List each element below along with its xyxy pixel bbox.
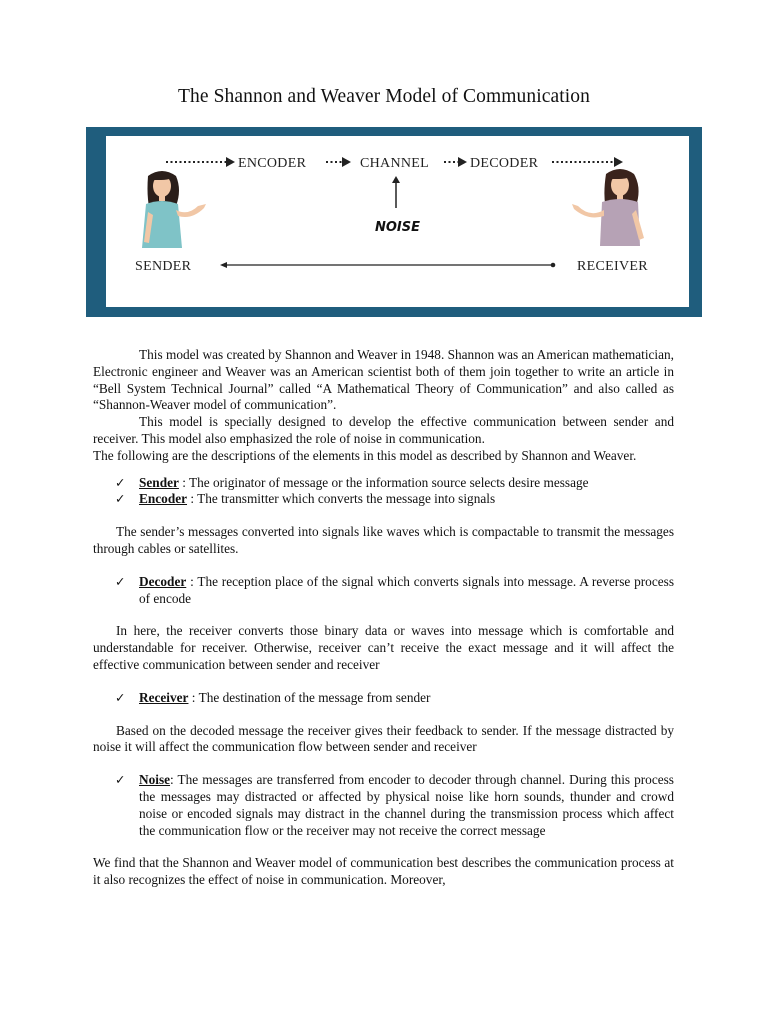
bullet-text: : The reception place of the signal which converts signals into message. A reverse process of encode — [139, 573, 674, 606]
conclusion-paragraph: We find that the Shannon and Weaver model of communication best describes the communication process at it also recognizes the effect of noise in communication. Moreover, — [93, 855, 674, 888]
checkmark-icon: ✓ — [115, 491, 126, 507]
sender-person-icon — [142, 171, 206, 248]
bullet-text: : The destination of the message from sender — [188, 689, 431, 705]
feedback-arrow — [220, 262, 555, 268]
decoder-label: DECODER — [470, 156, 539, 171]
checkmark-icon: ✓ — [115, 474, 126, 490]
encoder-label: ENCODER — [238, 156, 307, 171]
paragraph-after-encoder: The sender’s messages converted into signals like waves which is compactable to transmit the messages through cables or satellites. — [93, 524, 674, 556]
page-title: The Shannon and Weaver Model of Communication — [178, 86, 590, 107]
paragraph-after-receiver: Based on the decoded message the receiver gives their feedback to sender. If the message distracted by noise it will affect the communication flow between sender and receiver — [93, 722, 674, 755]
bullet-text: : The transmitter which converts the message into signals — [187, 491, 496, 507]
receiver-label: RECEIVER — [577, 259, 648, 274]
bullet-noise — [93, 772, 674, 839]
receiver-person-icon — [572, 169, 644, 246]
bullet-text: : The messages are transferred from encoder to decoder through channel. During this process the messages may distracted or affected by physical noise like horn sounds, thunder and crowd noise or encoded signals may distract in the channel during the transmission process which affect the communication flow or the receiver may not receive the correct message — [139, 772, 674, 838]
flow-arrow-encoder-channel — [326, 157, 351, 167]
bullet-sender — [93, 475, 674, 492]
bullet-term: Sender — [139, 474, 179, 490]
checkmark-icon: ✓ — [115, 689, 126, 705]
intro-paragraph-1: This model was created by Shannon and Weaver in 1948. Shannon was an American mathematician, Electronic engineer and Weaver was an American scientist both of them join together to write an article in “Bell System Technical Journal” called “A Mathematical Theory of Communication” and also called as “Shannon-Weaver model of communication”. — [93, 347, 674, 413]
bullet-term: Receiver — [139, 689, 189, 705]
noise-arrow — [392, 176, 400, 208]
flow-arrow-channel-decoder — [444, 157, 467, 167]
flow-arrow-sender-encoder — [166, 157, 235, 167]
channel-label: CHANNEL — [360, 156, 429, 171]
bullet-text: : The originator of message or the information source selects desire message — [178, 474, 589, 490]
bullet-term: Encoder — [139, 491, 188, 507]
checkmark-icon: ✓ — [115, 573, 126, 589]
sender-label: SENDER — [135, 259, 192, 274]
diagram-canvas — [106, 136, 689, 307]
flow-arrow-decoder-receiver — [552, 157, 623, 167]
bullet-term: Decoder — [139, 573, 187, 589]
noise-label: NOISE — [375, 220, 421, 235]
bullet-decoder — [93, 574, 674, 608]
bullet-receiver — [93, 690, 674, 707]
checkmark-icon: ✓ — [115, 772, 126, 788]
diagram-svg — [106, 136, 689, 307]
bullet-encoder — [93, 491, 674, 508]
intro-paragraph-2: This model is specially designed to develop the effective communication between sender and receiver. This model also emphasized the role of noise in communication. — [93, 414, 674, 446]
body-text — [93, 347, 674, 889]
intro-paragraph-3: The following are the descriptions of the elements in this model as described by Shannon and Weaver. — [93, 447, 637, 463]
paragraph-after-decoder: In here, the receiver converts those binary data or waves into message which is comfortable and understandable for receiver. Otherwise, receiver can’t receive the exact message and it will affect the effective communication between sender and receiver — [93, 623, 674, 672]
model-diagram — [86, 127, 702, 317]
bullet-term: Noise — [139, 772, 171, 788]
